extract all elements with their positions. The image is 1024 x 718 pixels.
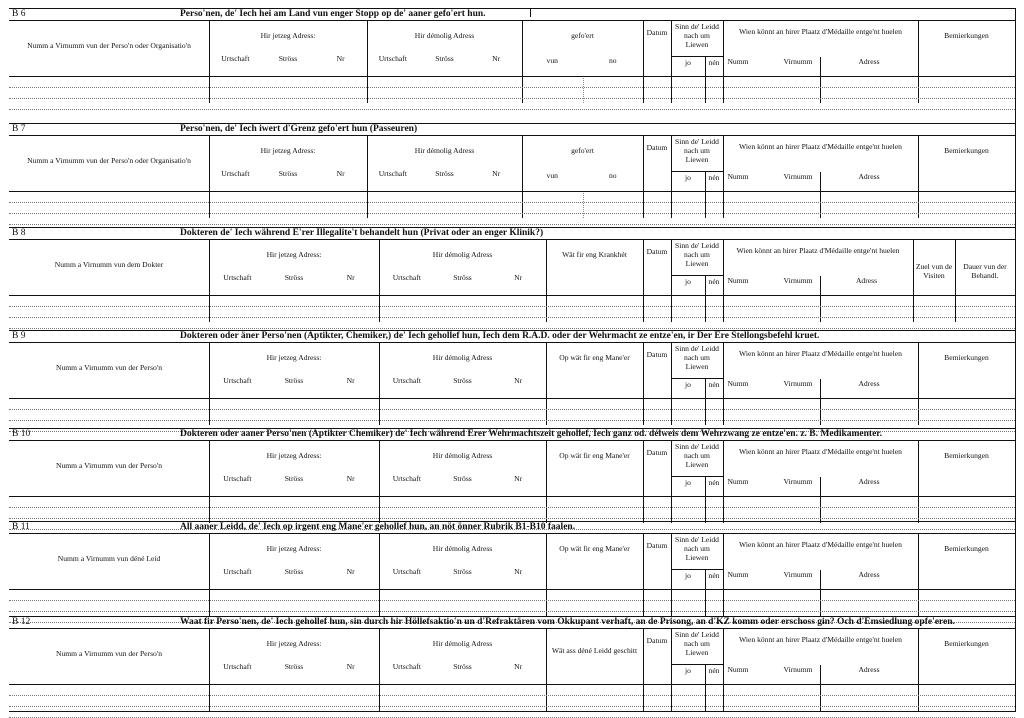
ortschaft-label: Urtschaft xyxy=(392,567,421,576)
sinn-mid-line xyxy=(671,378,723,379)
sinn-mid-line xyxy=(671,171,723,172)
col3-header: Op wät fir eng Mane'er xyxy=(559,451,630,460)
addr-old-header: Hir démolig Adress xyxy=(432,544,493,553)
nr-label: Nr xyxy=(514,662,523,671)
numm-label: Numm xyxy=(727,57,749,66)
ortschaft-label: Urtschaft xyxy=(223,662,252,671)
addr-now-header: Hir jetzeg Adress: xyxy=(260,31,316,40)
addr-old-header: Hir démolig Adress xyxy=(432,353,493,362)
adress-label: Adress xyxy=(858,379,880,388)
section-code: B 7 xyxy=(12,124,26,134)
section-title-bar xyxy=(9,428,1015,441)
col3-header: Op wät fir eng Mane'er xyxy=(559,353,630,362)
numm-label: Numm xyxy=(727,276,749,285)
nr-label: Nr xyxy=(346,567,355,576)
ortschaft-label: Urtschaft xyxy=(223,273,252,282)
section-title: All aaner Leidd, de' Iech op irgent eng Mane'er gehollef hun, an nöt önner Rubrik B1-B10 faalen. xyxy=(180,522,576,532)
adress-label: Adress xyxy=(858,477,880,486)
stross-label: Ströss xyxy=(284,376,304,385)
nen-label: nén xyxy=(708,380,720,389)
numm-label: Numm xyxy=(727,665,749,674)
adress-label: Adress xyxy=(858,665,880,674)
nr-label: Nr xyxy=(514,376,523,385)
col3-sub1: vun xyxy=(546,56,558,65)
nr-label: Nr xyxy=(492,54,501,63)
nen-label: nén xyxy=(708,571,720,580)
nr-label: Nr xyxy=(346,376,355,385)
addr-old-header: Hir démolig Adress xyxy=(432,451,493,460)
table-row[interactable] xyxy=(9,600,1015,611)
form-section-b7 xyxy=(9,123,1015,227)
nr-label: Nr xyxy=(514,273,523,282)
stross-label: Ströss xyxy=(278,54,298,63)
stross-label: Ströss xyxy=(453,376,472,385)
nr-label: Nr xyxy=(336,54,345,63)
adress-label: Adress xyxy=(858,172,880,181)
form-section-b6 xyxy=(9,8,1015,123)
nr-label: Nr xyxy=(492,169,501,178)
stross-label: Ströss xyxy=(453,662,472,671)
table-row[interactable] xyxy=(9,409,1015,420)
ortschaft-label: Urtschaft xyxy=(392,474,421,483)
table-row[interactable] xyxy=(9,202,1015,213)
nr-label: Nr xyxy=(346,474,355,483)
ortschaft-label: Urtschaft xyxy=(221,169,250,178)
section-title-bar xyxy=(9,8,1015,21)
ortschaft-label: Urtschaft xyxy=(223,567,252,576)
addr-old-header: Hir démolig Adress xyxy=(414,31,475,40)
stross-label: Ströss xyxy=(284,567,304,576)
virnumm-label: Virnumm xyxy=(783,665,813,674)
stross-label: Ströss xyxy=(453,273,472,282)
col3-header: Op wät fir eng Mane'er xyxy=(559,544,630,553)
datum-header: Datum xyxy=(646,28,668,37)
sinn-header: Sinn de' Leidd nach um Liewen xyxy=(675,630,719,657)
remarks-header: Bemierkungen xyxy=(944,146,989,155)
sinn-header: Sinn de' Leidd nach um Liewen xyxy=(675,344,719,371)
section-code: B 9 xyxy=(12,331,26,341)
medal-header: Wien könnt an hirer Plaatz d'Médaille entge'nt huelen xyxy=(739,447,902,456)
datum-header: Datum xyxy=(646,541,668,550)
section-title: Perso'nen, de' Iech hei am Land vun enger Stopp op de' aaner gefo'ert hun. xyxy=(180,9,486,19)
ortschaft-label: Urtschaft xyxy=(221,54,250,63)
name-header: Numm a Virnumm vun der Perso'n oder Organisatio'n xyxy=(27,41,191,50)
ortschaft-label: Urtschaft xyxy=(223,474,252,483)
form-section-b10 xyxy=(9,428,1015,521)
nen-label: nén xyxy=(708,58,720,67)
virnumm-label: Virnumm xyxy=(783,379,813,388)
col3-header: gefo'ert xyxy=(571,146,594,155)
section-title: Perso'nen, de' Iech iwert d'Grenz gefo'ert hun (Passeuren) xyxy=(180,124,418,134)
form-section-b8 xyxy=(9,227,1015,330)
addr-now-header: Hir jetzeg Adress: xyxy=(266,544,322,553)
numm-label: Numm xyxy=(727,172,749,181)
medal-header: Wien könnt an hirer Plaatz d'Médaille entge'nt huelen xyxy=(739,142,902,151)
section-code: B 11 xyxy=(12,522,30,532)
sinn-header: Sinn de' Leidd nach um Liewen xyxy=(675,442,719,469)
addr-now-header: Hir jetzeg Adress: xyxy=(266,639,322,648)
addr-old-header: Hir démolig Adress xyxy=(414,146,475,155)
section-title-bar xyxy=(9,227,1015,240)
addr-now-header: Hir jetzeg Adress: xyxy=(266,250,322,259)
addr-old-header: Hir démolig Adress xyxy=(432,250,493,259)
jo-label: jo xyxy=(685,277,691,286)
jo-label: jo xyxy=(685,173,691,182)
ortschaft-label: Urtschaft xyxy=(392,376,421,385)
name-header: Numm a Virnumm vun dem Dokter xyxy=(54,260,164,269)
datum-header: Datum xyxy=(646,247,668,256)
nen-label: nén xyxy=(708,173,720,182)
virnumm-label: Virnumm xyxy=(783,276,813,285)
stross-label: Ströss xyxy=(278,169,298,178)
jo-label: jo xyxy=(685,380,691,389)
section-title: Dokteren oder aaner Perso'nen (Aptikter Chemiker) de' Iech während Erer Wehrmachtszeit gehollef, Iech ganz od. délweis dem Wehrzwang ze entze'en. z. B. Medikamenter. xyxy=(180,429,883,439)
table-row[interactable] xyxy=(9,213,1015,224)
section-title: Dokteren de' Iech während E'rer Illegalite't behandelt hun (Privat oder an enger Klinik?) xyxy=(180,228,544,238)
datum-header: Datum xyxy=(646,350,668,359)
stross-label: Ströss xyxy=(453,474,472,483)
stross-label: Ströss xyxy=(453,567,472,576)
sinn-mid-line xyxy=(671,275,723,276)
visits-header: Zuel vun de Visiten xyxy=(915,262,953,280)
jo-label: jo xyxy=(685,58,691,67)
table-row[interactable] xyxy=(9,191,1015,202)
ortschaft-label: Urtschaft xyxy=(392,662,421,671)
virnumm-label: Virnumm xyxy=(783,570,813,579)
sinn-mid-line xyxy=(671,664,723,665)
col3-header: Wät ass déné Leidd geschitt xyxy=(551,646,638,655)
sinn-mid-line xyxy=(671,569,723,570)
table-row[interactable] xyxy=(9,496,1015,507)
nr-label: Nr xyxy=(514,474,523,483)
ortschaft-label: Urtschaft xyxy=(223,376,252,385)
nr-label: Nr xyxy=(346,273,355,282)
table-row[interactable] xyxy=(9,507,1015,518)
row-rule xyxy=(9,224,1015,225)
nr-label: Nr xyxy=(336,169,345,178)
nen-label: nén xyxy=(708,478,720,487)
sinn-header: Sinn de' Leidd nach um Liewen xyxy=(675,22,719,49)
section-code: B 8 xyxy=(12,228,26,238)
nen-label: nén xyxy=(708,277,720,286)
table-row[interactable] xyxy=(9,76,1015,87)
addr-old-header: Hir démolig Adress xyxy=(432,639,493,648)
table-row[interactable] xyxy=(9,98,1015,109)
form-section-b9 xyxy=(9,330,1015,428)
stross-label: Ströss xyxy=(284,273,304,282)
sinn-header: Sinn de' Leidd nach um Liewen xyxy=(675,137,719,164)
medal-header: Wien könnt an hirer Plaatz d'Médaille entge'nt huelen xyxy=(739,635,902,644)
ortschaft-label: Urtschaft xyxy=(378,169,407,178)
sinn-mid-line xyxy=(671,56,723,57)
addr-now-header: Hir jetzeg Adress: xyxy=(266,353,322,362)
section-title: Dokteren oder äner Perso'nen (Aptikter, Chemiker,) de' Iech gehollef hun, Iech dem R.A.D. oder der Wehrmacht ze entze'en, ir Der Ere Stellongsbefehl kruet. xyxy=(180,331,820,341)
name-header: Numm a Virnumm vun der Perso'n oder Organisatio'n xyxy=(27,156,191,165)
medal-header: Wien könnt an hirer Plaatz d'Médaille entge'nt huelen xyxy=(739,540,902,549)
name-header: Numm a Virnumm vun der Perso'n xyxy=(55,363,163,372)
adress-label: Adress xyxy=(855,276,878,285)
medal-header: Wien könnt an hirer Plaatz d'Médaille entge'nt huelen xyxy=(739,349,902,358)
section-title-bar xyxy=(9,616,1015,629)
medal-header: Wien könnt an hirer Plaatz d'Médaille entge'nt huelen xyxy=(739,27,902,36)
section-title-bar xyxy=(9,330,1015,343)
name-header: Numm a Virnumm vun der Perso'n xyxy=(55,649,163,658)
name-header: Numm a Virnumm vun der Perso'n xyxy=(55,461,163,470)
nr-label: Nr xyxy=(346,662,355,671)
addr-now-header: Hir jetzeg Adress: xyxy=(260,146,316,155)
table-row[interactable] xyxy=(9,306,1015,317)
section-code: B 10 xyxy=(12,429,31,439)
col3-header: gefo'ert xyxy=(571,31,594,40)
table-row[interactable] xyxy=(9,295,1015,306)
ortschaft-label: Urtschaft xyxy=(378,54,407,63)
table-row[interactable] xyxy=(9,706,1015,717)
row-rule xyxy=(9,109,1015,110)
col3-sub2: no xyxy=(608,171,617,180)
nen-label: nén xyxy=(708,666,720,675)
numm-label: Numm xyxy=(727,570,749,579)
form-section-b12 xyxy=(9,616,1015,711)
adress-label: Adress xyxy=(858,57,880,66)
table-row[interactable] xyxy=(9,695,1015,706)
section-title-bar xyxy=(9,123,1015,136)
section-title: Waat fir Perso'nen, de' Iech gehollef hun, sin durch hir Höllefsaktio'n un d'Refraktären vom Okkupant verhaft, an de Prisong, an d'KZ komm oder erschoss gin? Och d'Emsiedlung opfe'eren. xyxy=(180,617,955,627)
section-code: B 6 xyxy=(12,9,26,19)
table-row[interactable] xyxy=(9,684,1015,695)
stross-label: Ströss xyxy=(435,169,454,178)
duration-header: Dauer vun der Behandl. xyxy=(963,262,1007,280)
sinn-mid-line xyxy=(671,476,723,477)
stross-label: Ströss xyxy=(284,474,304,483)
col3-sub1: vun xyxy=(546,171,558,180)
col3-sub2: no xyxy=(608,56,617,65)
addr-now-header: Hir jetzeg Adress: xyxy=(266,451,322,460)
virnumm-label: Virnumm xyxy=(783,57,813,66)
name-header: Numm a Virnumm vun déné Leid xyxy=(57,554,161,563)
col3-header: Wät fir eng Krankhét xyxy=(562,250,627,259)
remarks-header: Bemierkungen xyxy=(944,353,989,362)
datum-header: Datum xyxy=(646,636,668,645)
medal-header: Wien könnt an hirer Plaatz d'Médaille entge'nt huelen xyxy=(736,246,900,255)
nr-label: Nr xyxy=(514,567,523,576)
remarks-header: Bemierkungen xyxy=(944,451,989,460)
datum-header: Datum xyxy=(646,143,668,152)
section-code: B 12 xyxy=(12,617,31,627)
table-row[interactable] xyxy=(9,589,1015,600)
jo-label: jo xyxy=(685,478,691,487)
virnumm-label: Virnumm xyxy=(783,172,813,181)
numm-label: Numm xyxy=(727,477,749,486)
table-row[interactable] xyxy=(9,398,1015,409)
ortschaft-label: Urtschaft xyxy=(392,273,421,282)
jo-label: jo xyxy=(685,571,691,580)
datum-header: Datum xyxy=(646,448,668,457)
row-rule xyxy=(9,328,1015,329)
form-page xyxy=(9,8,1016,712)
numm-label: Numm xyxy=(727,379,749,388)
remarks-header: Bemierkungen xyxy=(944,544,989,553)
remarks-header: Bemierkungen xyxy=(944,639,989,648)
table-row[interactable] xyxy=(9,317,1015,328)
sinn-header: Sinn de' Leidd nach um Liewen xyxy=(675,535,719,562)
jo-label: jo xyxy=(685,666,691,675)
table-row[interactable] xyxy=(9,87,1015,98)
adress-label: Adress xyxy=(858,570,880,579)
stross-label: Ströss xyxy=(284,662,304,671)
virnumm-label: Virnumm xyxy=(783,477,813,486)
stross-label: Ströss xyxy=(435,54,454,63)
sinn-header: Sinn de' Leidd nach um Liewen xyxy=(675,241,719,268)
form-section-b11 xyxy=(9,521,1015,616)
remarks-header: Bemierkungen xyxy=(944,31,989,40)
section-title-bar xyxy=(9,521,1015,534)
